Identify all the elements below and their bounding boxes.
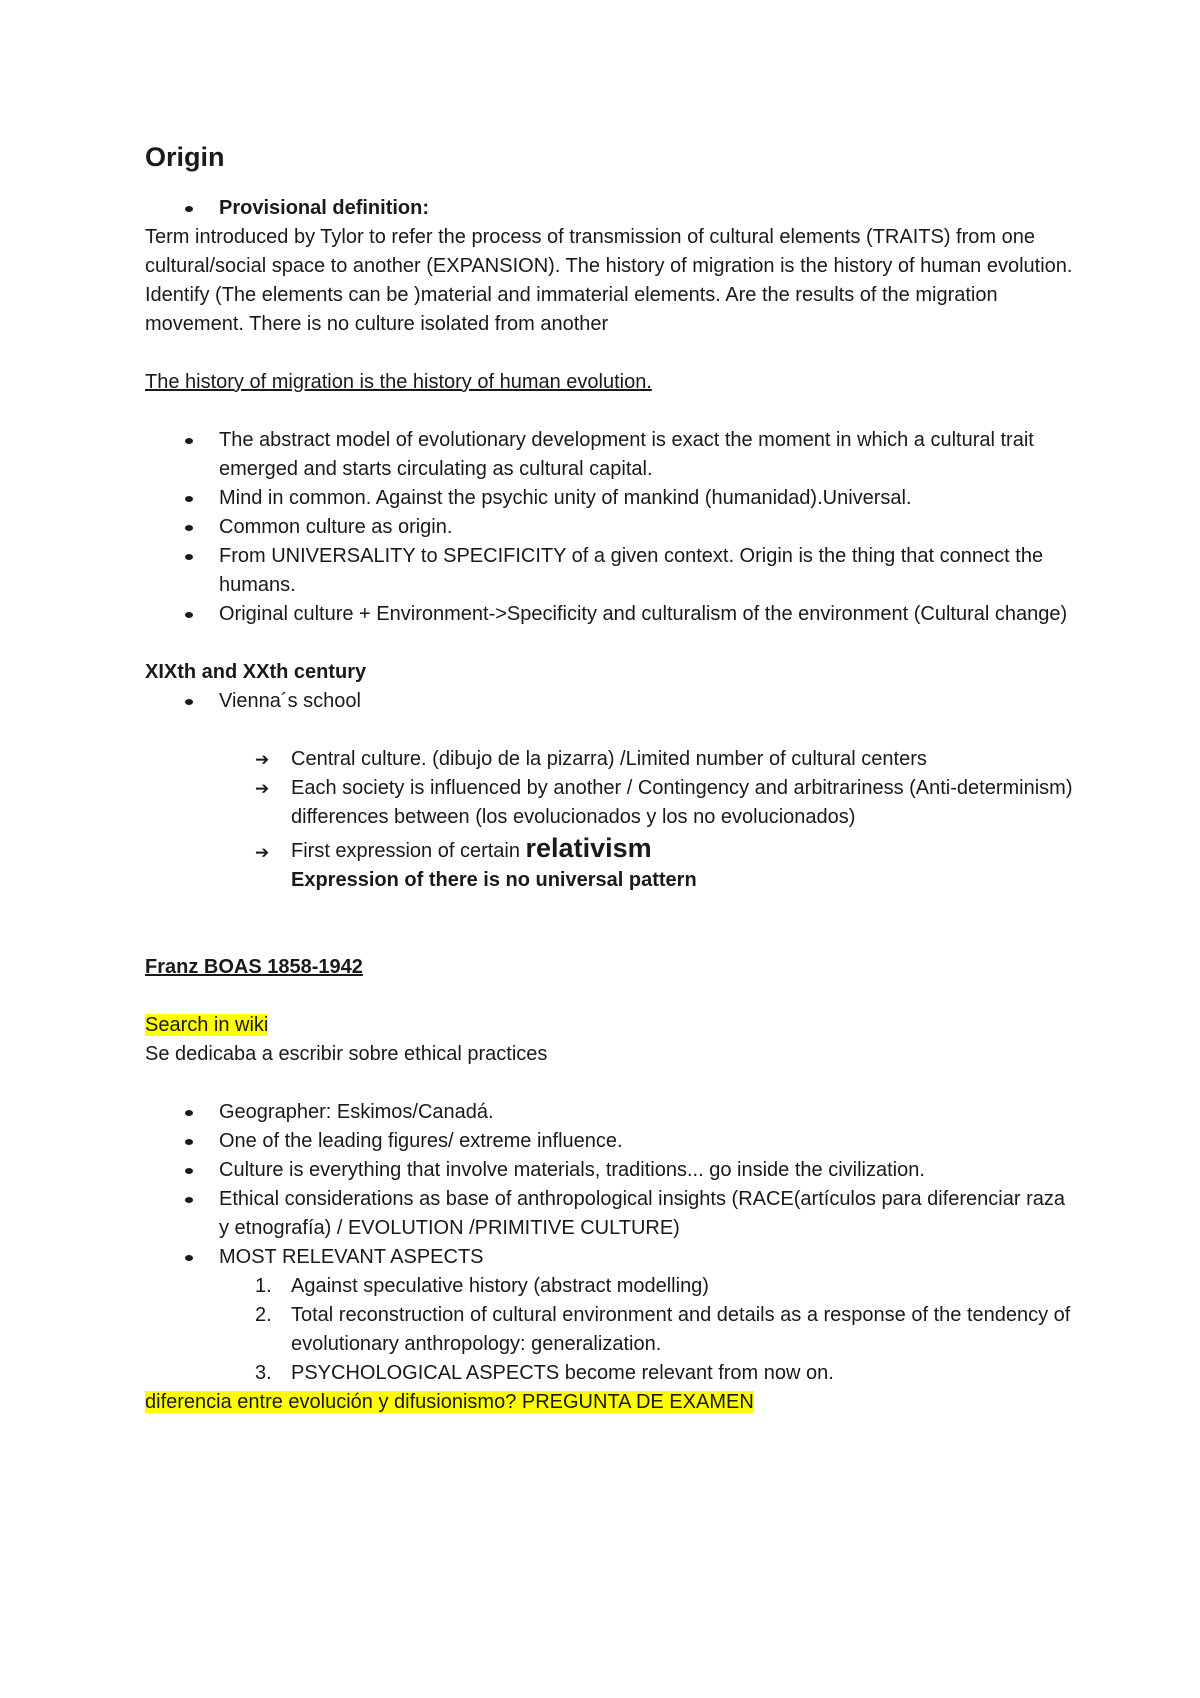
arrow-icon: ➔	[255, 779, 270, 798]
list-item: Ethical considerations as base of anthropological insights (RACE(artículos para diferenciar raza y etnografía) / EVOLUTION /PRIMITIVE CULTURE)	[145, 1185, 1075, 1243]
list-item: Geographer: Eskimos/Canadá.	[145, 1098, 1075, 1127]
provisional-text: Term introduced by Tylor to refer the process of transmission of cultural elements (TRAITS) from one cultural/social space to another (EXPANSION). The history of migration is the history of human evolution. Identify (The elements can be )material and immaterial elements. Are the results of the migration movement. There is no culture isolated from another	[145, 226, 1073, 335]
arrow-item	[145, 774, 1075, 832]
numbered-item	[145, 1359, 1075, 1388]
search-note	[145, 1011, 1075, 1040]
century-heading: XIXth and XXth century	[145, 661, 367, 683]
underlined-statement: The history of migration is the history of human evolution.	[145, 371, 652, 393]
search-highlight: Search in wiki	[145, 1014, 269, 1036]
exam-question	[145, 1388, 1075, 1417]
list-item: The abstract model of evolutionary development is exact the moment in which a cultural trait emerged and starts circulating as cultural capital.	[145, 426, 1075, 484]
item-number: 3.	[255, 1362, 272, 1384]
origin-bullets	[145, 426, 1075, 629]
item-text: PSYCHOLOGICAL ASPECTS become relevant from now on.	[291, 1362, 834, 1384]
item-number: 2.	[255, 1304, 272, 1326]
item-text: Total reconstruction of cultural environment and details as a response of the tendency of evolutionary anthropology: generalization.	[291, 1304, 1071, 1355]
document-page	[145, 140, 1075, 1417]
arrow-text: First expression of certain	[291, 840, 526, 862]
provisional-label: Provisional definition:	[219, 197, 430, 219]
list-item: From UNIVERSALITY to SPECIFICITY of a given context. Origin is the thing that connect the humans.	[145, 542, 1075, 600]
list-item: Original culture + Environment->Specificity and culturalism of the environment (Cultural change)	[145, 600, 1075, 629]
provisional-list	[145, 194, 1075, 223]
list-item: MOST RELEVANT ASPECTS	[145, 1243, 1075, 1272]
exam-highlight: diferencia entre evolución y difusionismo? PREGUNTA DE EXAMEN	[145, 1391, 754, 1413]
boas-note: Se dedicaba a escribir sobre ethical practices	[145, 1043, 548, 1065]
page-title: Origin	[145, 142, 225, 172]
list-item: Common culture as origin.	[145, 513, 1075, 542]
arrow-item	[145, 834, 1075, 866]
list-item: Mind in common. Against the psychic unity of mankind (humanidad).Universal.	[145, 484, 1075, 513]
arrow-item	[145, 745, 1075, 774]
list-item: Vienna´s school	[145, 687, 1075, 716]
list-item	[145, 194, 1075, 223]
numbered-item	[145, 1272, 1075, 1301]
numbered-item	[145, 1301, 1075, 1359]
list-item: Culture is everything that involve materials, traditions... go inside the civilization.	[145, 1156, 1075, 1185]
list-item: One of the leading figures/ extreme influence.	[145, 1127, 1075, 1156]
school-list	[145, 687, 1075, 716]
arrow-text: Each society is influenced by another / Contingency and arbitrariness (Anti-determinism) differences between (los evolucionados y los no evolucionados)	[291, 777, 1073, 828]
boas-heading: Franz BOAS 1858-1942	[145, 956, 363, 978]
arrow-icon: ➔	[255, 750, 270, 769]
aspects-list	[145, 1272, 1075, 1388]
arrow-list	[145, 745, 1075, 866]
item-text: Against speculative history (abstract modelling)	[291, 1275, 709, 1297]
item-number: 1.	[255, 1275, 272, 1297]
relativism-continuation: Expression of there is no universal pattern	[291, 869, 697, 891]
arrow-text: Central culture. (dibujo de la pizarra) /Limited number of cultural centers	[291, 748, 927, 770]
arrow-icon: ➔	[255, 843, 270, 862]
boas-bullets	[145, 1098, 1075, 1272]
relativism-word: relativism	[525, 833, 652, 863]
